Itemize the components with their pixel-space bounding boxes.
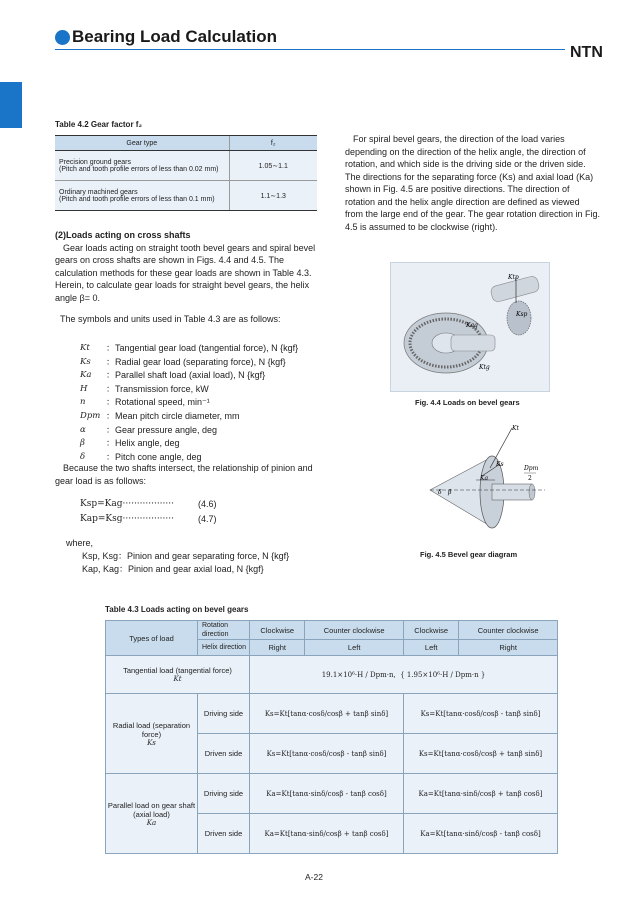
header-counter-clockwise: Counter clockwise [459, 621, 558, 640]
radial-driving-formula-b: Ks=Kt[tanα·cosδ/cosβ - tanβ sinδ] [403, 694, 557, 734]
page-number: A-22 [305, 872, 323, 882]
header-rule [55, 49, 565, 50]
label-beta: β [448, 489, 452, 496]
radial-driven-formula-a: Ks=Kt[tanα·cosδ/cosβ - tanβ sinδ] [250, 734, 404, 774]
axial-driving-formula-a: Ka=Kt[tanα·sinδ/cosβ - tanβ cosδ] [250, 774, 404, 814]
gear-type-note: (Pitch and tooth profile errors of less than 0.02 mm) [59, 165, 219, 173]
list-item [80, 410, 298, 424]
header-types: Types of load [106, 621, 198, 656]
label-kag: Kag [466, 322, 478, 329]
gear-type: Precision ground gears [59, 158, 131, 166]
symbol-desc: ：Gear pressure angle, deg [106, 424, 218, 435]
symbols-intro: The symbols and units used in Table 4.3 are as follows: [60, 314, 281, 324]
axial-label: Parallel load on gear shaft (axial load) [107, 800, 196, 819]
list-item [80, 369, 298, 383]
figure-4-5 [420, 418, 550, 536]
label-ktp: Ktp [508, 274, 519, 281]
header-right: Right [459, 640, 558, 656]
table42-caption: Table 4.2 Gear factor f₂ [55, 120, 142, 129]
where-item: Kap, Kag：Pinion and gear axial load, N {kgf} [82, 564, 264, 574]
header-left: Left [403, 640, 458, 656]
label-delta: δ [438, 489, 442, 496]
gear-factor: 1.05∼1.1 [229, 151, 317, 181]
header-bullet-icon [55, 30, 70, 45]
tangential-denominator: Dpm·n [455, 670, 479, 679]
label-two: 2 [528, 475, 532, 482]
symbol-desc: ：Helix angle, deg [106, 438, 180, 449]
symbol: α [80, 424, 86, 435]
tangential-symbol: Kt [173, 675, 182, 683]
driven-side: Driven side [198, 734, 250, 774]
table-row [55, 181, 317, 211]
list-item [80, 424, 298, 438]
label-ks: Ks [496, 461, 504, 468]
gear-type-note: (Pitch and tooth profile errors of less than 0.1 mm) [59, 195, 215, 203]
label-dpm: Dpm [524, 465, 539, 472]
symbol-desc: ：Parallel shaft load (axial load), N {kgf} [106, 370, 266, 381]
where-block [66, 537, 289, 576]
equations [80, 497, 230, 527]
equation-4-7: Kap=Ksg·················· [80, 514, 174, 524]
page-title: Bearing Load Calculation [72, 27, 277, 46]
symbol: n [80, 397, 86, 408]
driving-side: Driving side [198, 774, 250, 814]
symbol: δ [80, 451, 86, 462]
axial-driven-formula-b: Ka=Kt[tanα·sinδ/cosβ - tanβ cosδ] [403, 814, 557, 854]
symbol-desc: ：Tangential gear load (tangential force), N {kgf} [106, 343, 299, 353]
axial-driven-formula-a: Ka=Kt[tanα·sinδ/cosβ + tanβ cosδ] [250, 814, 404, 854]
bevel-gear-diagram [420, 418, 550, 536]
gear-type: Ordinary machined gears [59, 188, 138, 196]
section2-heading: (2)Loads acting on cross shafts [55, 230, 191, 240]
symbol-desc: ：Rotational speed, min⁻¹ [106, 397, 210, 408]
equation-4-6: Ksp=Kag·················· [80, 499, 174, 509]
symbol-desc: ：Mean pitch circle diameter, mm [106, 410, 240, 421]
header-rotation: Rotation direction [198, 621, 250, 640]
section2-paragraph: Gear loads acting on straight tooth bevel gears and spiral bevel gears on cross shafts are shown in Figs. 4.4 and 4.5. The calculation methods for these gear loads are shown in Table 4.3. Herein, to calculate gear loads for straight bevel gears, the helix angle β= 0. [55, 242, 316, 303]
header-clockwise: Clockwise [250, 621, 305, 640]
figure-4-4-caption: Fig. 4.4 Loads on bevel gears [415, 398, 520, 407]
symbol-desc: ：Radial gear load (separating force), N {kgf} [106, 356, 286, 367]
symbol-desc: ：Transmission force, kW [106, 383, 209, 394]
symbol: Dpm [80, 410, 101, 421]
bevel-gears-illustration [391, 263, 551, 393]
section2 [55, 229, 320, 304]
where-label: where, [66, 538, 94, 548]
axial-driving-formula-b: Ka=Kt[tanα·sinδ/cosβ + tanβ cosδ] [403, 774, 557, 814]
equation-number: (4.6) [198, 499, 217, 509]
list-item [80, 356, 298, 370]
tangential-formula-si: 19.1×10⁶·H [321, 670, 364, 679]
radial-label: Radial load (separation force) [112, 720, 191, 739]
label-ktg: Ktg [479, 364, 490, 371]
driving-side: Driving side [198, 694, 250, 734]
equation-number: (4.7) [198, 514, 217, 524]
radial-symbol: Ks [147, 738, 156, 747]
side-tab [0, 82, 22, 128]
table42-header-factor: f₂ [229, 136, 317, 151]
brand-logo: NTN [570, 44, 603, 61]
symbol-desc: ：Pitch cone angle, deg [106, 451, 202, 462]
where-item: Ksp, Ksg：Pinion and gear separating force, N {kgf} [82, 551, 290, 561]
table43: Types of load Rotation direction Clockwise Counter clockwise Clockwise Counter clockwise Helix direction Right Left Left Right Tangential load (tangential force) Kt 19.1×10⁶·H / Dpm·n, { 1.95×10⁶·H / Dpm·n } Radial load (separation force) Ks Driving side Ks=Kt[tanα·cosδ/cosβ + tanβ sinδ] Ks=Kt[tanα·cosδ/cosβ - tanβ sinδ] Driven side Ks=Kt[tanα·cosδ/cosβ - tanβ sinδ] Ks=Kt[tanα·cosδ/cosβ + tanβ sinδ] Parallel load on gear shaft (axial load) Ka Driving side Ka=Kt[tanα·sinδ/cosβ - tanβ cosδ] Ka=Kt[tanα·sinδ/cosβ + tanβ cosδ] Driven side Ka=Kt[tanα·sinδ/cosβ + tanβ cosδ] Ka=Kt[tanα·sinδ/cosβ - tanβ cosδ] [105, 620, 558, 854]
label-kt: Kt [512, 425, 519, 432]
header-clockwise: Clockwise [403, 621, 458, 640]
label-ksp: Ksp [516, 311, 528, 318]
table43-caption: Table 4.3 Loads acting on bevel gears [105, 605, 249, 614]
driven-side: Driven side [198, 814, 250, 854]
table-row [55, 151, 317, 181]
symbols-list [80, 342, 298, 464]
tangential-label: Tangential load (tangential force) [123, 666, 232, 675]
symbol: Kt [80, 343, 90, 353]
symbol: β [80, 438, 85, 449]
spiral-bevel-paragraph: For spiral bevel gears, the direction of the load varies depending on the direction of the helix angle, the direction of rotation, and which side is the driving side or the driven side. The directions for the separating force (Ks) and axial load (Ka) shown in Fig. 4.5 are positive directions. The direction of rotation and the helix angle direction are defined as viewed from the large end of the gear. The gear rotation direction in Fig. 4.5 is assumed to be clockwise (right). [345, 134, 600, 232]
list-item [80, 437, 298, 451]
symbol: Ka [80, 370, 92, 381]
header-helix: Helix direction [198, 640, 250, 656]
list-item [80, 396, 298, 410]
tangential-denominator: Dpm·n [370, 670, 394, 679]
figure-4-5-caption: Fig. 4.5 Bevel gear diagram [420, 550, 518, 559]
list-item [80, 342, 298, 356]
because-text: Because the two shafts intersect, the relationship of pinion and gear load is as follows: [55, 463, 313, 486]
list-item [80, 383, 298, 397]
radial-driven-formula-b: Ks=Kt[tanα·cosδ/cosβ + tanβ sinδ] [403, 734, 557, 774]
header-right: Right [250, 640, 305, 656]
gear-factor: 1.1∼1.3 [229, 181, 317, 211]
tangential-formula-kgf: 1.95×10⁶·H [406, 670, 449, 679]
axial-symbol: Ka [146, 818, 157, 827]
symbol: Ks [80, 356, 91, 367]
radial-driving-formula-a: Ks=Kt[tanα·cosδ/cosβ + tanβ sinδ] [250, 694, 404, 734]
header-counter-clockwise: Counter clockwise [305, 621, 404, 640]
symbol: H [80, 383, 88, 394]
table42 [55, 135, 317, 211]
figure-4-4 [390, 262, 550, 392]
header-left: Left [305, 640, 404, 656]
label-ka: Ka [480, 475, 489, 482]
table42-header-type: Gear type [55, 136, 229, 151]
